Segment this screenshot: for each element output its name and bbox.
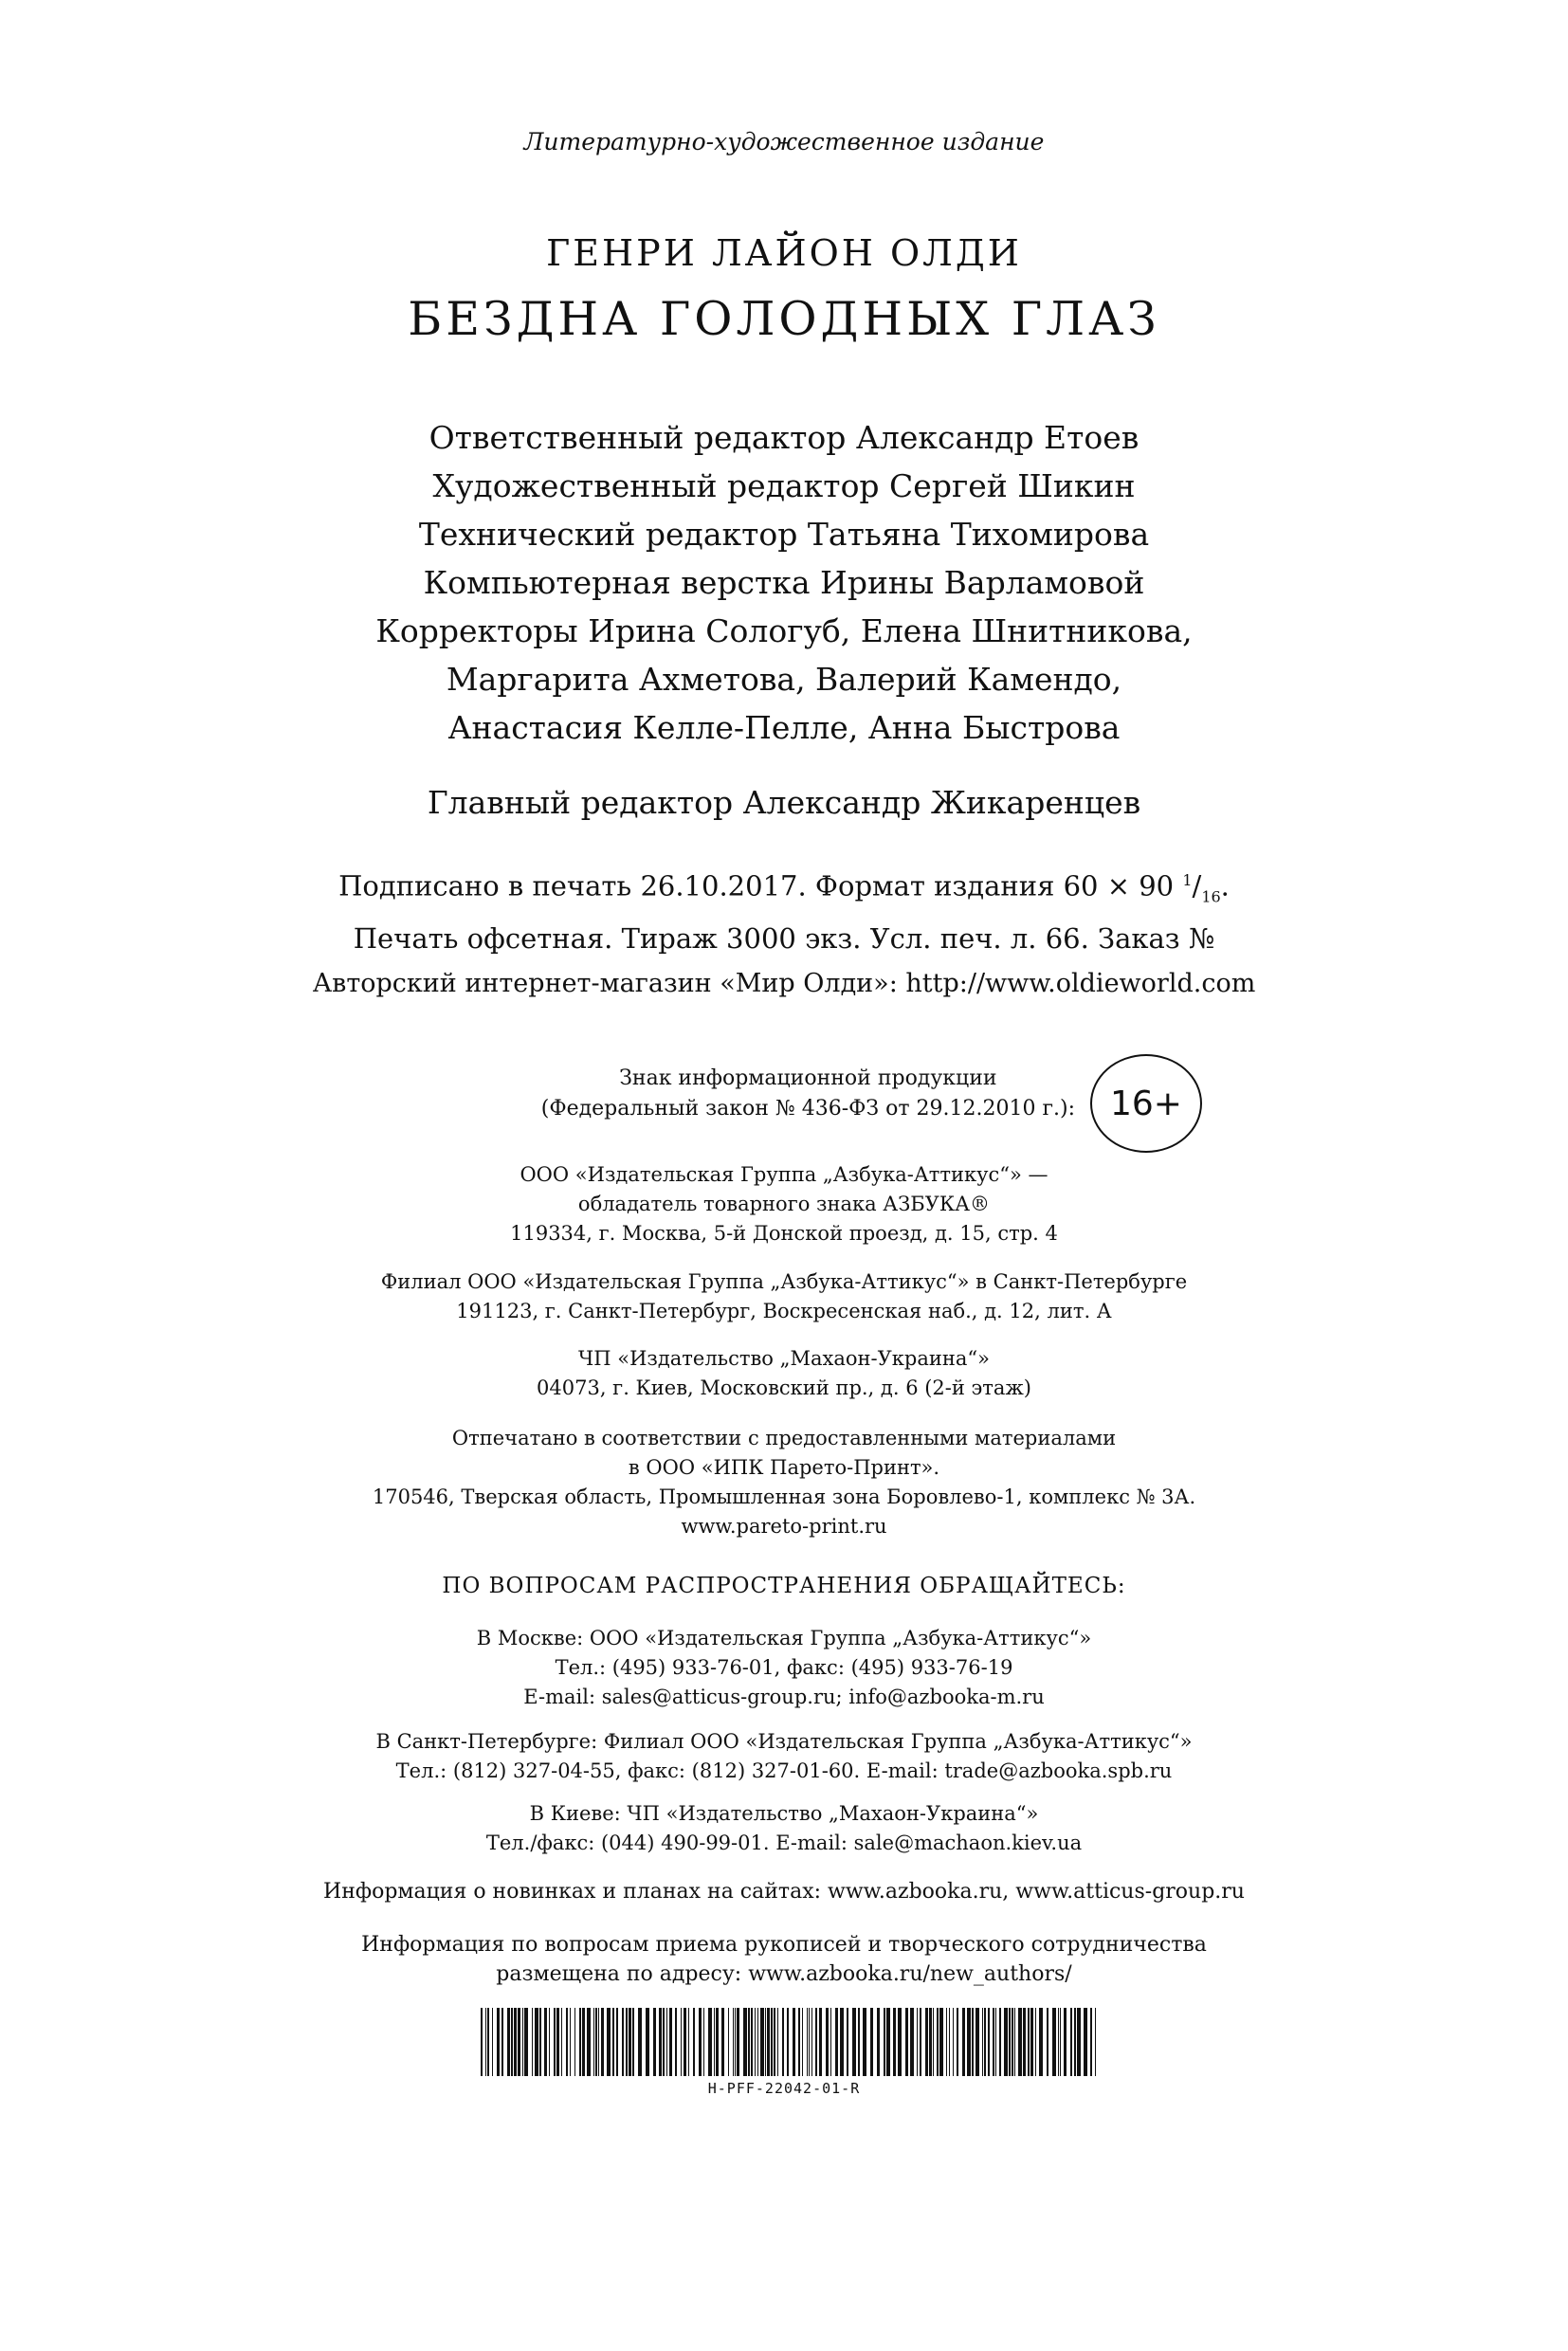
distribution-kiev	[0, 1799, 1568, 1858]
branch-kiev-line: ЧП «Издательство „Махаон-Украина“»	[578, 1347, 990, 1370]
credit-line: Компьютерная верстка Ирины Варламовой	[423, 564, 1145, 601]
format-denominator: 16	[1201, 887, 1221, 906]
branch-spb-line: 191123, г. Санкт-Петербург, Воскресенская наб., д. 12, лит. А	[456, 1300, 1112, 1322]
branch-kiev-line: 04073, г. Киев, Московский пр., д. 6 (2-й этаж)	[537, 1376, 1031, 1399]
branch-spb-line: Филиал ООО «Издательская Группа „Азбука-Аттикус“» в Санкт-Петербурге	[380, 1270, 1188, 1293]
printing-line: 170546, Тверская область, Промышленная зона Боровлево-1, комплекс № 3А.	[372, 1485, 1196, 1508]
distribution-heading: ПО ВОПРОСАМ РАСПРОСТРАНЕНИЯ ОБРАЩАЙТЕСЬ:	[442, 1574, 1126, 1598]
credit-line: Художественный редактор Сергей Шикин	[432, 467, 1136, 504]
credit-line: Маргарита Ахметова, Валерий Камендо,	[446, 661, 1122, 698]
print-info-text: Подписано в печать 26.10.2017. Формат издания 60 × 90	[338, 869, 1183, 902]
distribution-line: Тел./факс: (044) 490-99-01. E-mail: sale@machaon.kiev.ua	[485, 1832, 1083, 1854]
credit-line: Технический редактор Татьяна Тихомирова	[418, 516, 1150, 553]
credits-list	[0, 413, 1568, 752]
publisher-line: ООО «Издательская Группа „Азбука-Аттикус“» —	[520, 1163, 1048, 1186]
distribution-line: Тел.: (495) 933-76-01, факс: (495) 933-76-19	[555, 1656, 1013, 1679]
barcode-icon	[481, 2008, 1099, 2076]
author-shop: Авторский интернет-магазин «Мир Олди»: http://www.oldieworld.com	[312, 969, 1256, 998]
publisher-info	[0, 1160, 1568, 1248]
print-info-line-1: Подписано в печать 26.10.2017. Формат издания 60 × 90 $^1/_{16}$.	[338, 869, 1230, 906]
book-title: БЕЗДНА ГОЛОДНЫХ ГЛАЗ	[408, 292, 1160, 346]
branch-kiev	[0, 1344, 1568, 1403]
printing-line: www.pareto-print.ru	[681, 1515, 887, 1538]
branch-spb	[0, 1267, 1568, 1326]
publisher-line: обладатель товарного знака АЗБУКА®	[577, 1193, 991, 1215]
distribution-line: В Санкт-Петербурге: Филиал ООО «Издательская Группа „Азбука-Аттикус“»	[375, 1730, 1193, 1753]
info-manuscripts-line: Информация по вопросам приема рукописей и творческого сотрудничества	[361, 1933, 1207, 1957]
distribution-line: В Москве: ООО «Издательская Группа „Азбука-Аттикус“»	[476, 1627, 1092, 1649]
printing-house	[0, 1424, 1568, 1541]
age-rating-text	[541, 1064, 1075, 1124]
printing-line: в ООО «ИПК Парето-Принт».	[628, 1456, 940, 1479]
format-numerator: 1	[1182, 871, 1193, 889]
credit-line: Корректоры Ирина Сологуб, Елена Шнитникова,	[375, 612, 1193, 649]
edition-type: Литературно-художественное издание	[523, 128, 1045, 155]
printing-line: Отпечатано в соответствии с предоставленными материалами	[451, 1427, 1117, 1449]
credit-line: Анастасия Келле-Пелле, Анна Быстрова	[447, 709, 1121, 746]
credit-line: Ответственный редактор Александр Етоев	[428, 419, 1140, 456]
distribution-spb	[0, 1727, 1568, 1786]
print-info	[0, 859, 1568, 960]
chief-editor: Главный редактор Александр Жикаренцев	[427, 784, 1141, 821]
publisher-line: 119334, г. Москва, 5-й Донской проезд, д. 15, стр. 4	[510, 1222, 1058, 1245]
info-manuscripts-line: размещена по адресу: www.azbooka.ru/new_authors/	[496, 1962, 1072, 1986]
author-name: ГЕНРИ ЛАЙОН ОЛДИ	[546, 232, 1022, 274]
print-info-end: .	[1220, 869, 1230, 902]
barcode-code: H-PFF-22042-01-R	[707, 2080, 861, 2097]
distribution-line: В Киеве: ЧП «Издательство „Махаон-Украина“»	[529, 1802, 1039, 1825]
age-rating-text-line: (Федеральный закон № 436-ФЗ от 29.12.2010 г.):	[540, 1097, 1075, 1121]
info-manuscripts	[0, 1930, 1568, 1989]
distribution-line: Тел.: (812) 327-04-55, факс: (812) 327-01-60. E-mail: trade@azbooka.spb.ru	[395, 1759, 1173, 1782]
age-rating	[0, 1054, 1568, 1153]
info-news: Информация о новинках и планах на сайтах: www.azbooka.ru, www.atticus-group.ru	[323, 1880, 1245, 1904]
age-rating-text-line: Знак информационной продукции	[619, 1066, 997, 1090]
distribution-line: E-mail: sales@atticus-group.ru; info@azbooka-m.ru	[523, 1686, 1045, 1708]
age-rating-badge: 16+	[1090, 1054, 1202, 1153]
distribution-moscow	[0, 1624, 1568, 1712]
print-info-line-2: Печать офсетная. Тираж 3000 экз. Усл. печ. л. 66. Заказ №	[353, 922, 1215, 956]
